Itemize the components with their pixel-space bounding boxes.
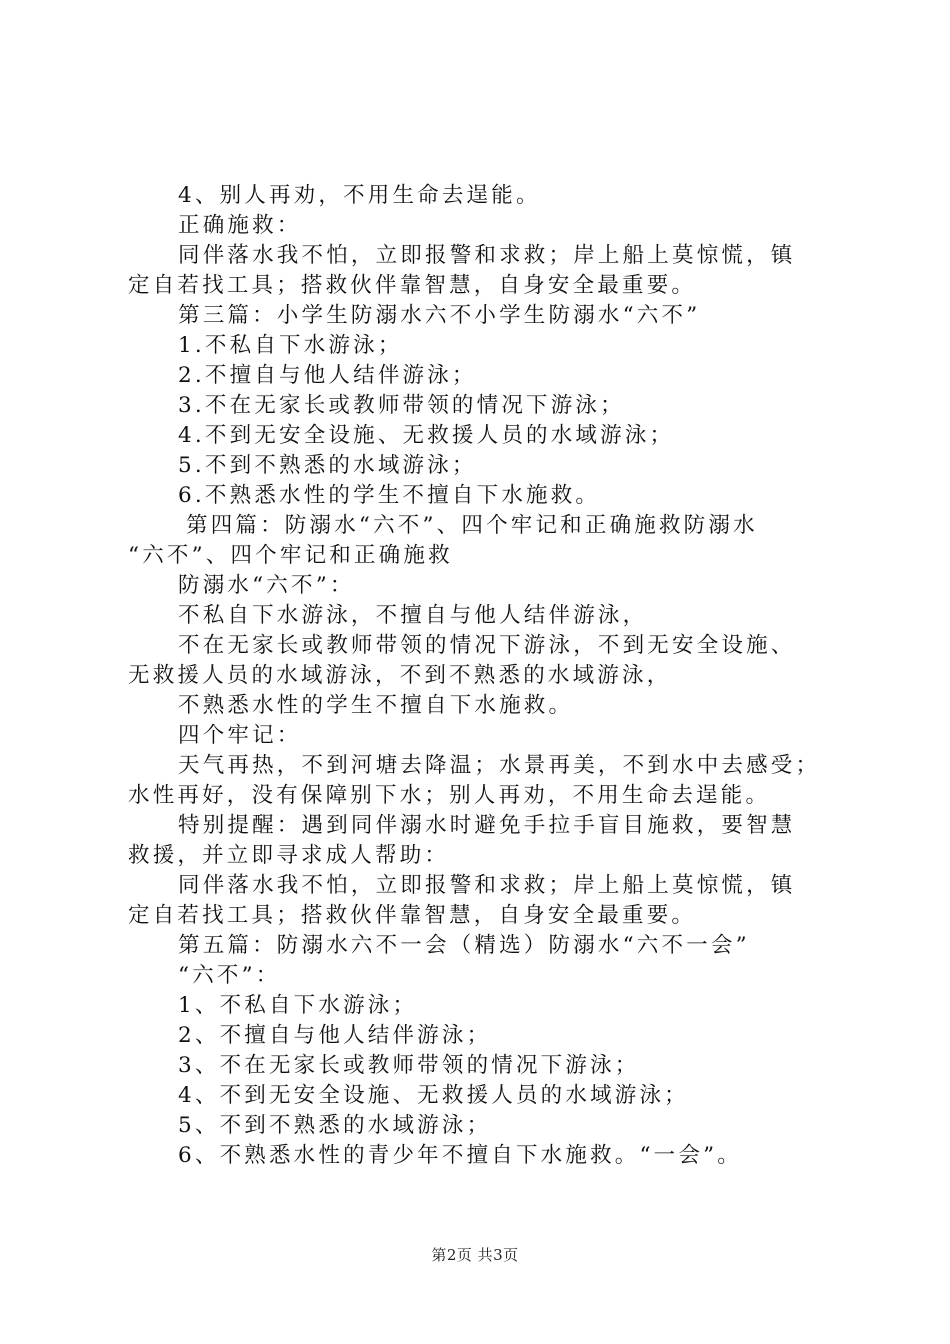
text-line: 正确施救： xyxy=(178,213,302,238)
text-line: 4、别人再劝，不用生命去逞能。 xyxy=(178,183,541,208)
list-item: 2.不擅自与他人结伴游泳； xyxy=(178,363,477,388)
section-heading: 第五篇：防溺水六不一会（精选）防溺水“六不一会” xyxy=(178,933,750,958)
text-line: 不在无家长或教师带领的情况下游泳，不到无安全设施、 xyxy=(178,633,796,658)
list-item: 4、不到无安全设施、无救援人员的水域游泳； xyxy=(178,1083,689,1108)
text-line: 水性再好，没有保障别下水；别人再劝，不用生命去逞能。 xyxy=(128,783,771,808)
list-item: 5.不到不熟悉的水域游泳； xyxy=(178,453,477,478)
text-line: 同伴落水我不怕，立即报警和求救；岸上船上莫惊慌，镇 xyxy=(178,243,796,268)
section-heading: “六不”、四个牢记和正确施救 xyxy=(128,543,453,568)
section-heading: 第三篇：小学生防溺水六不小学生防溺水“六不” xyxy=(178,303,701,328)
page-footer: 第2页 共3页 xyxy=(431,1246,519,1264)
list-item: 1、不私自下水游泳； xyxy=(178,993,418,1018)
list-item: 6.不熟悉水性的学生不擅自下水施救。 xyxy=(178,483,601,508)
list-item: 5、不到不熟悉的水域游泳； xyxy=(178,1113,492,1138)
list-item: 4.不到无安全设施、无救援人员的水域游泳； xyxy=(178,423,675,448)
text-line: 无救援人员的水域游泳，不到不熟悉的水域游泳， xyxy=(128,663,672,688)
text-line: 四个牢记： xyxy=(178,723,302,748)
text-line: 定自若找工具；搭救伙伴靠智慧，自身安全最重要。 xyxy=(128,273,697,298)
text-line: 特别提醒：遇到同伴溺水时避免手拉手盲目施救，要智慧 xyxy=(178,813,796,838)
text-line: 定自若找工具；搭救伙伴靠智慧，自身安全最重要。 xyxy=(128,903,697,928)
text-line: “六不”： xyxy=(178,963,281,988)
list-item: 3、不在无家长或教师带领的情况下游泳； xyxy=(178,1053,640,1078)
list-item: 6、不熟悉水性的青少年不擅自下水施救。“一会”。 xyxy=(178,1143,742,1168)
text-line: 天气再热，不到河塘去降温；水景再美，不到水中去感受； xyxy=(178,753,821,778)
list-item: 3.不在无家长或教师带领的情况下游泳； xyxy=(178,393,625,418)
text-line: 同伴落水我不怕，立即报警和求救；岸上船上莫惊慌，镇 xyxy=(178,873,796,898)
text-line: 不熟悉水性的学生不擅自下水施救。 xyxy=(178,693,574,718)
text-line: 不私自下水游泳，不擅自与他人结伴游泳， xyxy=(178,603,648,628)
text-line: 救援，并立即寻求成人帮助： xyxy=(128,843,450,868)
text-line: 防溺水“六不”： xyxy=(178,573,355,598)
section-heading: 第四篇：防溺水“六不”、四个牢记和正确施救防溺水 xyxy=(186,513,758,538)
list-item: 2、不擅自与他人结伴游泳； xyxy=(178,1023,492,1048)
list-item: 1.不私自下水游泳； xyxy=(178,333,403,358)
